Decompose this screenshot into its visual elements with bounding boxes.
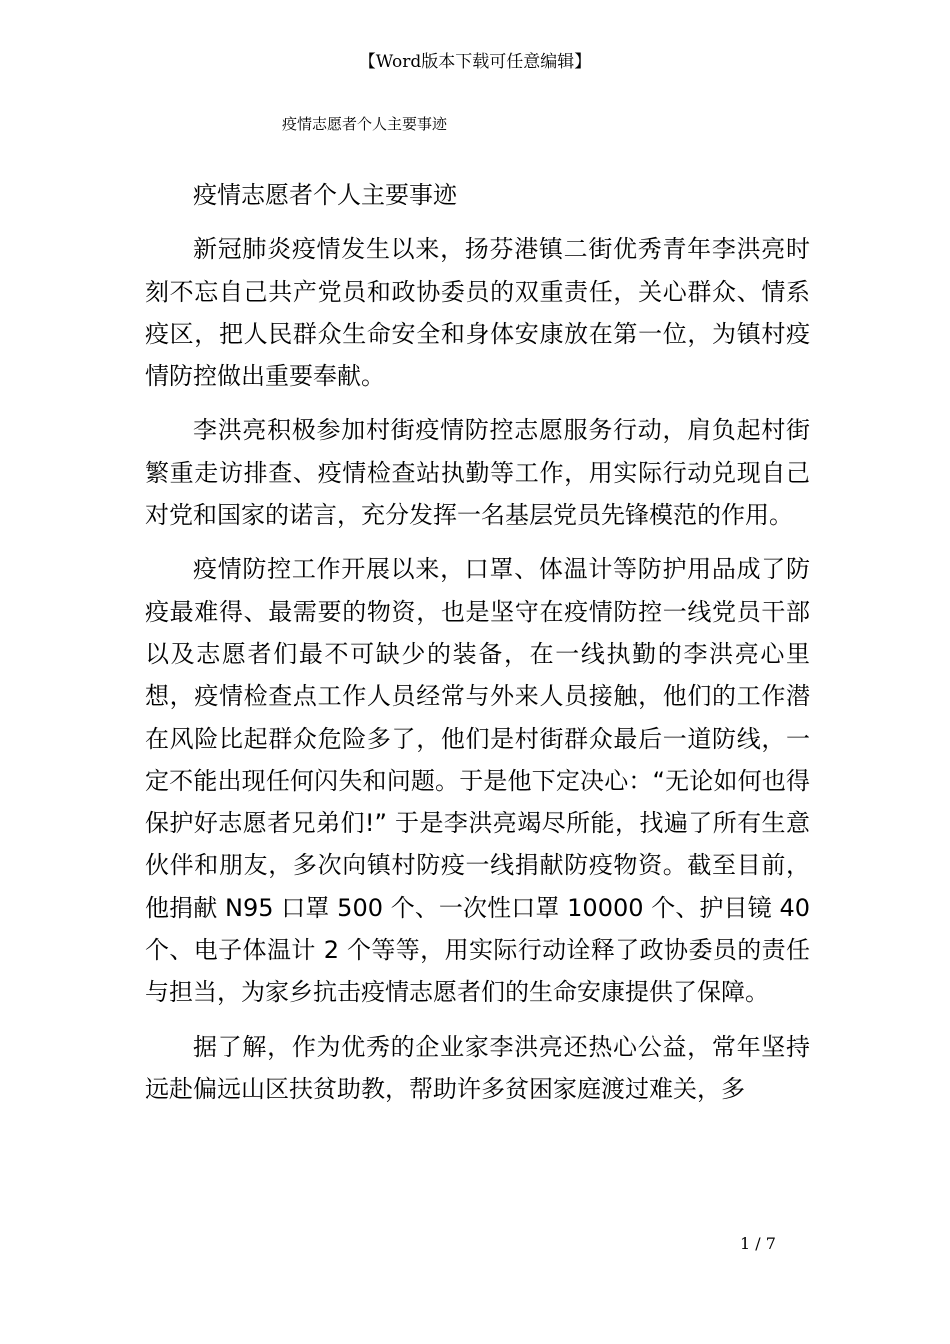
paragraph-4: 据了解，作为优秀的企业家李洪亮还热心公益，常年坚持远赴偏远山区扶贫助教，帮助许多贫困家庭渡过难关，多 — [145, 1032, 810, 1103]
paragraph-3: 疫情防控工作开展以来，口罩、体温计等防护用品成了防疫最难得、最需要的物资，也是坚守在疫情防控一线党员干部以及志愿者们最不可缺少的装备，在一线执勤的李洪亮心里想，疫情检查点工作人员经常与外来人员接触，他们的工作潜在风险比起群众危险多了，他们是村街群众最后一道防线，一定不能出现任何闪失和问题。于是他下定决心：“无论如何也得保护好志愿者兄弟们!” 于是李洪亮竭尽所能，找遍了所有生意伙伴和朋友，多次向镇村防疫一线捐献防疫物资。截至目前，他捐献 N95 口罩 500 个、一次性口罩 10000 个、护目镜 40 个、电子体温计 2 个等等，用实际行动诠释了政协委员的责任与担当，为家乡抗击疫情志愿者们的生命安康提供了保障。 — [145, 555, 810, 1007]
document-body — [145, 174, 810, 1110]
page-header: 【Word版本下载可任意编辑】 — [358, 52, 592, 72]
document-heading: 疫情志愿者个人主要事迹 — [193, 181, 457, 209]
paragraph-2: 李洪亮积极参加村街疫情防控志愿服务行动，肩负起村街繁重走访排查、疫情检查站执勤等工作，用实际行动兑现自己对党和国家的诺言，充分发挥一名基层党员先锋模范的作用。 — [145, 416, 810, 530]
paragraph-1: 新冠肺炎疫情发生以来，扬芬港镇二街优秀青年李洪亮时刻不忘自己共产党员和政协委员的双重责任，关心群众、情系疫区，把人民群众生命安全和身体安康放在第一位，为镇村疫情防控做出重要奉献。 — [145, 235, 810, 391]
page-number: 1 / 7 — [740, 1234, 776, 1253]
document-subtitle: 疫情志愿者个人主要事迹 — [282, 115, 448, 133]
